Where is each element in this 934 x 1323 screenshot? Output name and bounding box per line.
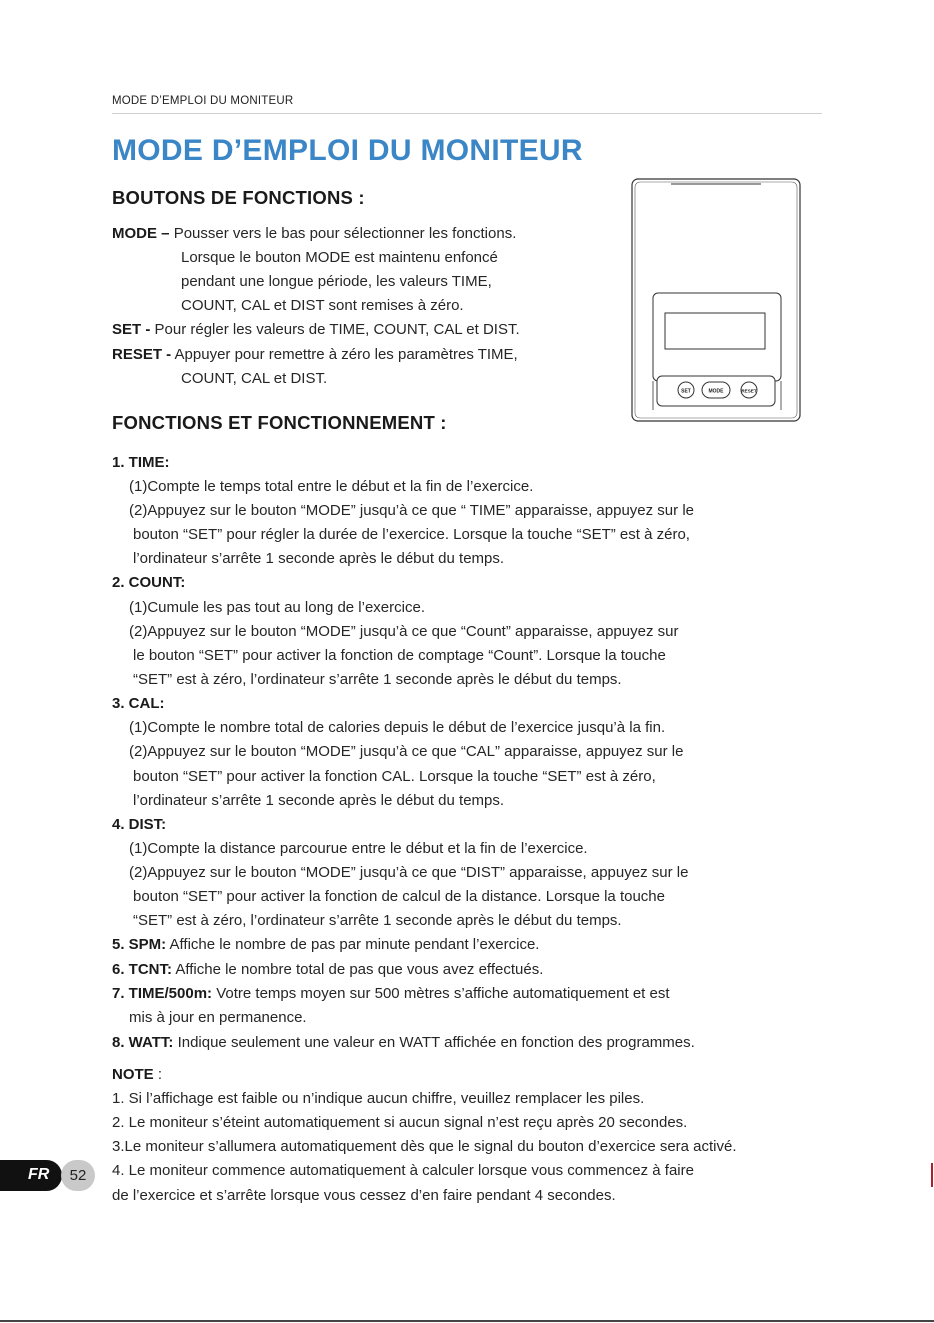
mode-button-label: MODE xyxy=(708,388,724,395)
monitor-set-button xyxy=(678,382,694,398)
watt-text: Indique seulement une valeur en WATT affichée en fonction des programmes. xyxy=(177,1034,695,1051)
page-number: 52 xyxy=(61,1160,95,1191)
mode-line-1 xyxy=(112,224,516,244)
bottom-rule xyxy=(0,1320,934,1322)
reset-line-1 xyxy=(112,345,518,365)
watt-line xyxy=(112,1033,695,1053)
cal-label-text: 3. CAL: xyxy=(112,695,165,712)
note-line-1: 1. Si l’affichage est faible ou n’indique aucun chiffre, veuillez remplacer les piles. xyxy=(112,1090,645,1107)
set-button-label: SET xyxy=(681,388,691,395)
section-heading-functions: FONCTIONS ET FONCTIONNEMENT : xyxy=(112,412,447,433)
note-colon: : xyxy=(157,1066,163,1083)
time-line-3: bouton “SET” pour régler la durée de l’exercice. Lorsque la touche “SET” est à zéro, xyxy=(133,526,690,543)
language-label: FR xyxy=(28,1166,50,1183)
mode-line-2: Lorsque le bouton MODE est maintenu enfoncé xyxy=(181,249,498,266)
watt-label: 8. WATT: xyxy=(112,1034,174,1051)
note-line-5: de l’exercice et s’arrête lorsque vous cessez d’en faire pendant 4 secondes. xyxy=(112,1187,616,1204)
tcnt-line xyxy=(112,960,543,980)
spm-text: Affiche le nombre de pas par minute pendant l’exercice. xyxy=(169,936,540,953)
monitor-mode-button xyxy=(702,382,730,398)
note-label: NOTE xyxy=(112,1066,154,1083)
monitor-illustration xyxy=(631,178,801,422)
cal-label xyxy=(112,694,165,714)
count-label-text: 2. COUNT: xyxy=(112,574,186,591)
section-heading-buttons: BOUTONS DE FONCTIONS : xyxy=(112,187,365,208)
count-line-2: (2)Appuyez sur le bouton “MODE” jusqu’à ce que “Count” apparaisse, appuyez sur xyxy=(129,623,679,640)
page-edge-mark xyxy=(931,1163,933,1187)
mode-label: MODE – xyxy=(112,225,170,242)
monitor-reset-button xyxy=(741,382,757,398)
time-line-1: (1)Compte le temps total entre le début et la fin de l’exercice. xyxy=(129,478,534,495)
cal-line-1: (1)Compte le nombre total de calories depuis le début de l’exercice jusqu’à la fin. xyxy=(129,719,666,736)
dist-line-2: (2)Appuyez sur le bouton “MODE” jusqu’à ce que “DIST” apparaisse, appuyez sur le xyxy=(129,864,689,881)
set-text: Pour régler les valeurs de TIME, COUNT, CAL et DIST. xyxy=(154,321,520,338)
count-line-4: “SET” est à zéro, l’ordinateur s’arrête 1 seconde après le début du temps. xyxy=(133,671,622,688)
count-line-1: (1)Cumule les pas tout au long de l’exercice. xyxy=(129,599,425,616)
dist-line-4: “SET” est à zéro, l’ordinateur s’arrête 1 seconde après le début du temps. xyxy=(133,912,622,929)
page-title: MODE D’EMPLOI DU MONITEUR xyxy=(112,134,583,167)
cal-line-4: l’ordinateur s’arrête 1 seconde après le début du temps. xyxy=(133,792,505,809)
mode-line-4: COUNT, CAL et DIST sont remises à zéro. xyxy=(181,297,464,314)
set-label: SET - xyxy=(112,321,151,338)
time-label-text: 1. TIME: xyxy=(112,454,170,471)
cal-line-2: (2)Appuyez sur le bouton “MODE” jusqu’à ce que “CAL” apparaisse, appuyez sur le xyxy=(129,743,684,760)
time-line-4: l’ordinateur s’arrête 1 seconde après le début du temps. xyxy=(133,550,505,567)
time-label xyxy=(112,453,170,473)
reset-button-label: RESET xyxy=(741,388,757,394)
tcnt-text: Affiche le nombre total de pas que vous avez effectués. xyxy=(175,961,544,978)
time500-text: Votre temps moyen sur 500 mètres s’affiche automatiquement et est xyxy=(216,985,670,1002)
note-line-4: 4. Le moniteur commence automatiquement à calculer lorsque vous commencez à faire xyxy=(112,1162,694,1179)
running-header: MODE D’EMPLOI DU MONITEUR xyxy=(112,95,294,107)
cal-line-3: bouton “SET” pour activer la fonction CAL. Lorsque la touche “SET” est à zéro, xyxy=(133,768,656,785)
time500-line-2: mis à jour en permanence. xyxy=(129,1009,307,1026)
note-line-3: 3.Le moniteur s’allumera automatiquement dès que le signal du bouton d’exercice sera activé. xyxy=(112,1138,737,1155)
spm-label: 5. SPM: xyxy=(112,936,167,953)
header-rule xyxy=(112,113,822,114)
reset-text: Appuyer pour remettre à zéro les paramètres TIME, xyxy=(174,346,518,363)
tcnt-label: 6. TCNT: xyxy=(112,961,172,978)
count-line-3: le bouton “SET” pour activer la fonction de comptage “Count”. Lorsque la touche xyxy=(133,647,666,664)
time500-line-1 xyxy=(112,984,670,1004)
reset-label: RESET - xyxy=(112,346,172,363)
dist-line-1: (1)Compte la distance parcourue entre le début et la fin de l’exercice. xyxy=(129,840,588,857)
note-line-2: 2. Le moniteur s’éteint automatiquement si aucun signal n’est reçu après 20 secondes. xyxy=(112,1114,688,1131)
time-line-2: (2)Appuyez sur le bouton “MODE” jusqu’à ce que “ TIME” apparaisse, appuyez sur le xyxy=(129,502,694,519)
spm-line xyxy=(112,935,539,955)
mode-line-3: pendant une longue période, les valeurs TIME, xyxy=(181,273,492,290)
dist-line-3: bouton “SET” pour activer la fonction de calcul de la distance. Lorsque la touche xyxy=(133,888,665,905)
note-heading xyxy=(112,1065,162,1085)
dist-label-text: 4. DIST: xyxy=(112,816,167,833)
time500-label: 7. TIME/500m: xyxy=(112,985,213,1002)
mode-text: Pousser vers le bas pour sélectionner les fonctions. xyxy=(173,225,517,242)
count-label xyxy=(112,573,185,593)
dist-label xyxy=(112,815,166,835)
reset-line-2: COUNT, CAL et DIST. xyxy=(181,370,328,387)
set-line xyxy=(112,320,520,340)
